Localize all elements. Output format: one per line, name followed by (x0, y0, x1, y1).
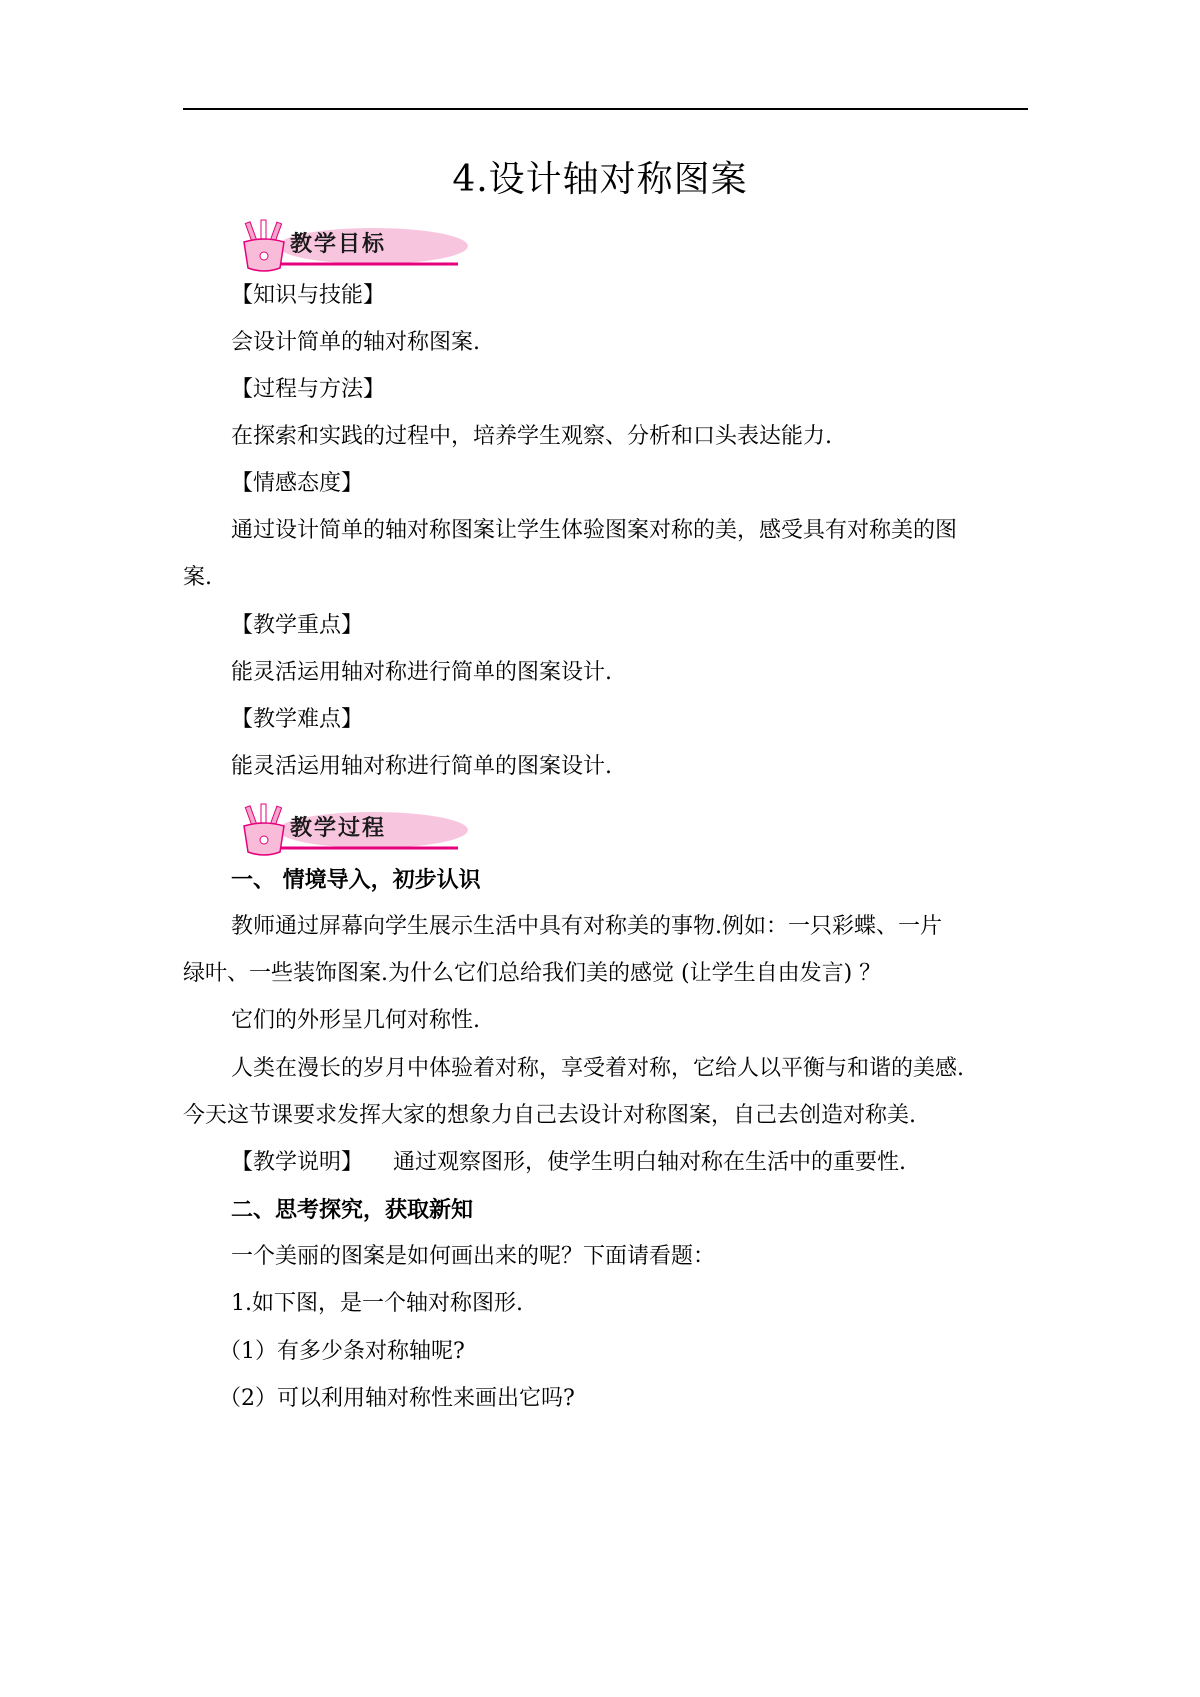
question-1b: （2）可以利用轴对称性来画出它吗? (219, 1386, 575, 1411)
emotion-label: 【情感态度】 (231, 471, 364, 496)
heading-1: 一、 情境导入，初步认识 (231, 867, 481, 893)
para3-line2: 今天这节课要求发挥大家的想象力自己去设计对称图案，自己去创造对称美. (183, 1103, 916, 1128)
difficulty-label: 【教学难点】 (231, 707, 364, 732)
key-point-label: 【教学重点】 (231, 613, 364, 638)
question-intro: 一个美丽的图案是如何画出来的呢？下面请看题： (231, 1244, 716, 1269)
difficulty-text: 能灵活运用轴对称进行简单的图案设计. (231, 754, 612, 779)
process-text: 在探索和实践的过程中，培养学生观察、分析和口头表达能力. (231, 424, 832, 449)
emotion-text-line1: 通过设计简单的轴对称图案让学生体验图案对称的美，感受具有对称美的图 (231, 518, 958, 543)
knowledge-label: 【知识与技能】 (231, 283, 386, 308)
header-rule (183, 108, 1028, 110)
badge-label: 教学过程 (290, 816, 387, 841)
section-badge-objectives (228, 216, 468, 280)
question-1a: （1）有多少条对称轴呢? (219, 1339, 465, 1364)
emotion-text-line2: 案. (183, 565, 212, 590)
process-label: 【过程与方法】 (231, 377, 386, 402)
para2: 它们的外形呈几何对称性. (231, 1008, 480, 1033)
question-1: 1.如下图，是一个轴对称图形. (231, 1291, 523, 1316)
para1-line2: 绿叶、一些装饰图案.为什么它们总给我们美的感觉 (让学生自由发言) ？ (183, 961, 882, 986)
teaching-note (183, 1141, 1028, 1185)
teaching-note-label: 【教学说明】 (231, 1150, 364, 1175)
key-point-text: 能灵活运用轴对称进行简单的图案设计. (231, 660, 612, 685)
knowledge-text: 会设计简单的轴对称图案. (231, 330, 480, 355)
badge-label: 教学目标 (290, 232, 387, 257)
para1-line1: 教师通过屏幕向学生展示生活中具有对称美的事物.例如：一只彩蝶、一片 (231, 914, 942, 939)
teaching-note-text: 通过观察图形，使学生明白轴对称在生活中的重要性. (393, 1150, 907, 1175)
para3-line1: 人类在漫长的岁月中体验着对称，享受着对称，它给人以平衡与和谐的美感. (231, 1056, 964, 1081)
section-badge-process (228, 800, 468, 864)
heading-2: 二、思考探究，获取新知 (231, 1197, 474, 1223)
page-title: 4.设计轴对称图案 (452, 159, 748, 200)
